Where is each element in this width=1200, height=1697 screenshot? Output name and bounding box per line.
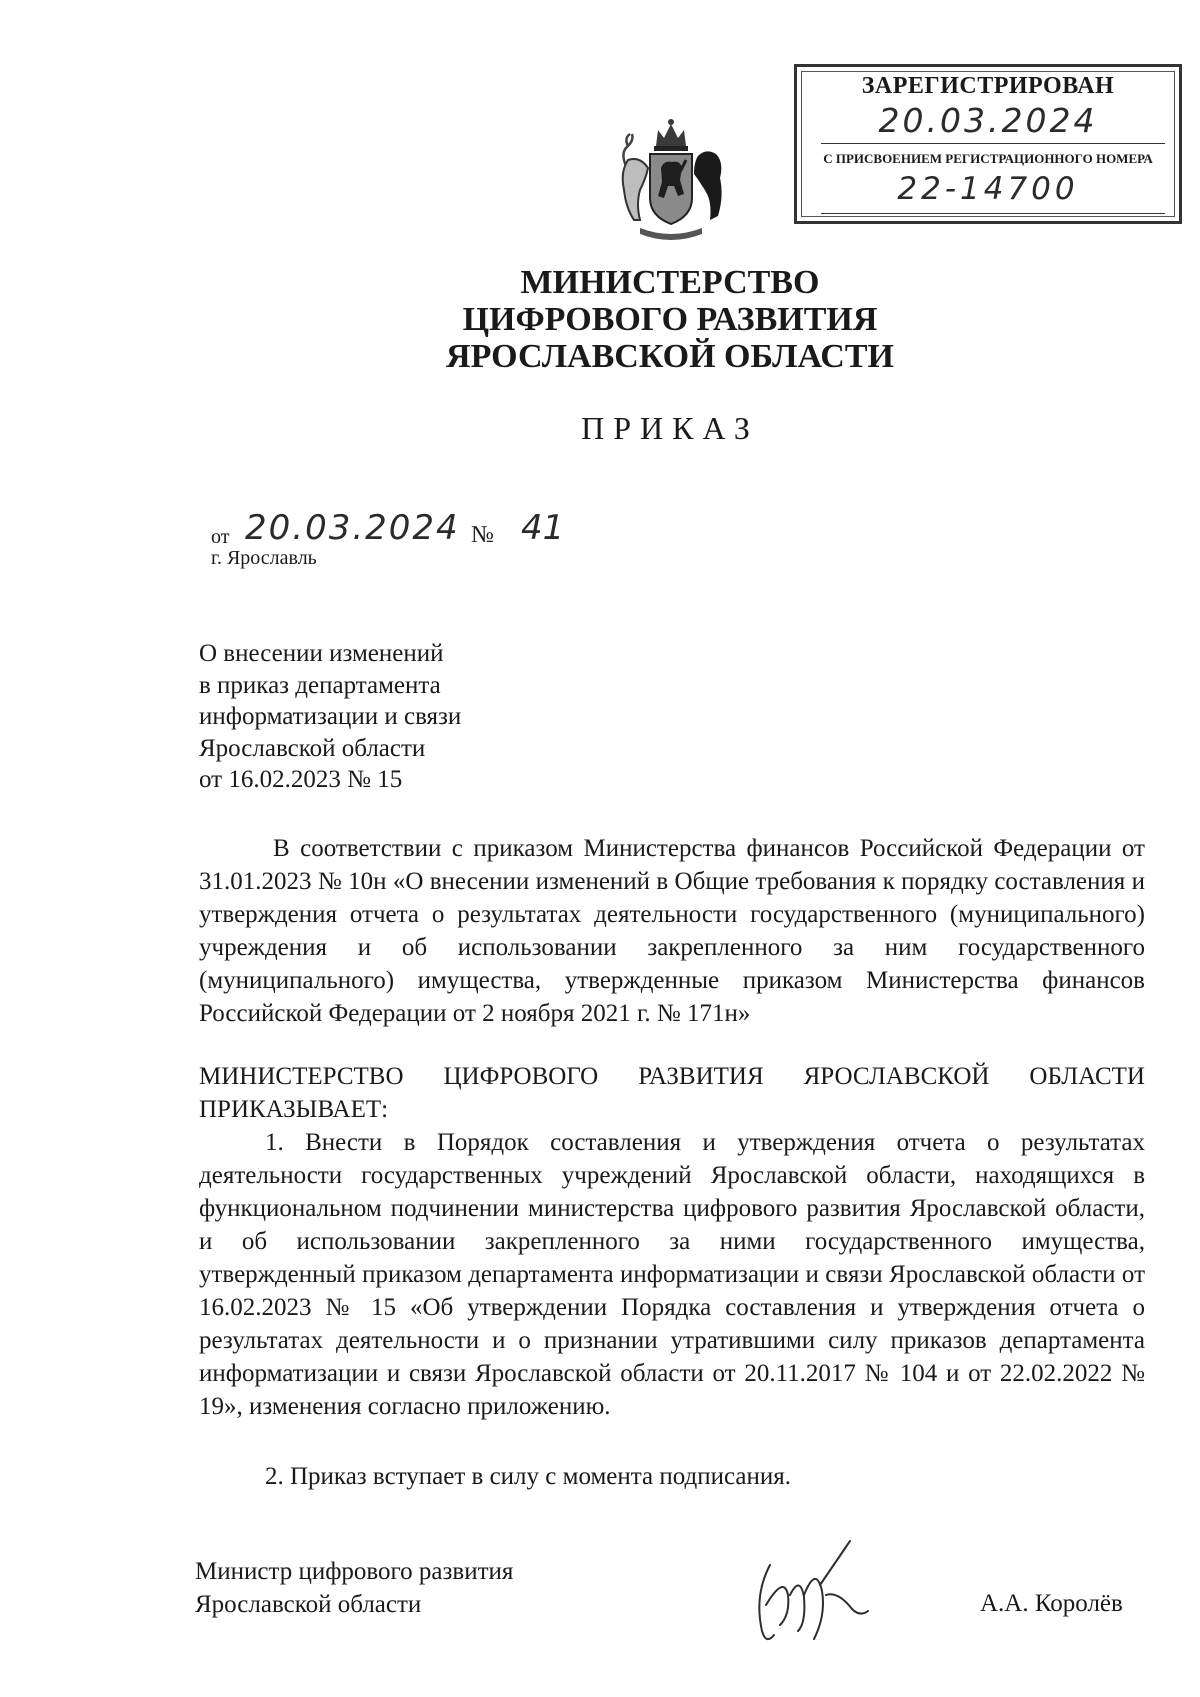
stamp-registration-number: 22-14700	[897, 171, 1079, 207]
preamble-paragraph: В соответствии с приказом Министерства финансов Российской Федерации от 31.01.2023 № 10н «О внесении изменений в Общие требования к порядку составления и утверждения отчета о результатах деятельности государственного (муниципального) учреждения и об использовании закрепленного за ним государственного (муниципального) имущества, утвержденные приказом Министерства финансов Российской Федерации от 2 ноября 2021 г. № 171н»	[199, 835, 1145, 1027]
subject-line: О внесении изменений	[199, 640, 444, 667]
coat-of-arms-icon	[606, 116, 736, 246]
subject-line: от 16.02.2023 № 15	[199, 766, 403, 793]
document-type: ПРИКАЗ	[581, 410, 759, 446]
signatory-position-line: Министр цифрового развития	[195, 1558, 514, 1585]
order-number: 41	[521, 508, 565, 548]
ministry-name-line-2: ЦИФРОВОГО РАЗВИТИЯ	[462, 301, 878, 338]
number-label: №	[471, 522, 494, 548]
registration-stamp	[794, 64, 1182, 224]
handwritten-signature	[740, 1535, 880, 1655]
order-item-2: 2. Приказ вступает в силу с момента подписания.	[265, 1463, 791, 1490]
ministry-name-line-1: МИНИСТЕРСТВО	[520, 264, 820, 301]
orders-statement: МИНИСТЕРСТВО ЦИФРОВОГО РАЗВИТИЯ ЯРОСЛАВСКОЙ ОБЛАСТИ ПРИКАЗЫВАЕТ:	[199, 1063, 1145, 1123]
ministry-name	[300, 264, 1040, 375]
order-date: 20.03.2024	[245, 508, 460, 548]
subject-line: в приказ департамента	[199, 671, 441, 699]
stamp-caption: С ПРИСВОЕНИЕМ РЕГИСТРАЦИОННОГО НОМЕРА	[823, 151, 1153, 166]
city: г. Ярославль	[211, 547, 317, 569]
stamp-date: 20.03.2024	[878, 101, 1098, 140]
subject-line: Ярославской области	[199, 734, 426, 762]
signatory-position	[195, 1555, 513, 1621]
subject-line: информатизации и связи	[199, 703, 462, 730]
signatory-position-line: Ярославской области	[195, 1591, 422, 1618]
stamp-title: ЗАРЕГИСТРИРОВАН	[861, 73, 1115, 99]
signatory-name: А.А. Королёв	[980, 1590, 1123, 1617]
date-prefix: от	[211, 526, 230, 548]
order-subject	[199, 638, 461, 796]
order-item-1: 1. Внести в Порядок составления и утверждения отчета о результатах деятельности государственных учреждений Ярославской области, находящихся в функциональном подчинении министерства цифрового развития Ярославской области, и об использовании закрепленного за ними государственного имущества, утвержденный приказом департамента информатизации и связи Ярославской области от 16.02.2023 № 15 «Об утверждении Порядка составления и утверждения отчета о результатах деятельности и о признании утратившими силу приказов департамента информатизации и связи Ярославской области от 20.11.2017 № 104 и от 22.02.2022 № 19», изменения согласно приложению.	[199, 1129, 1145, 1420]
ministry-name-line-3: ЯРОСЛАВСКОЙ ОБЛАСТИ	[446, 338, 894, 375]
